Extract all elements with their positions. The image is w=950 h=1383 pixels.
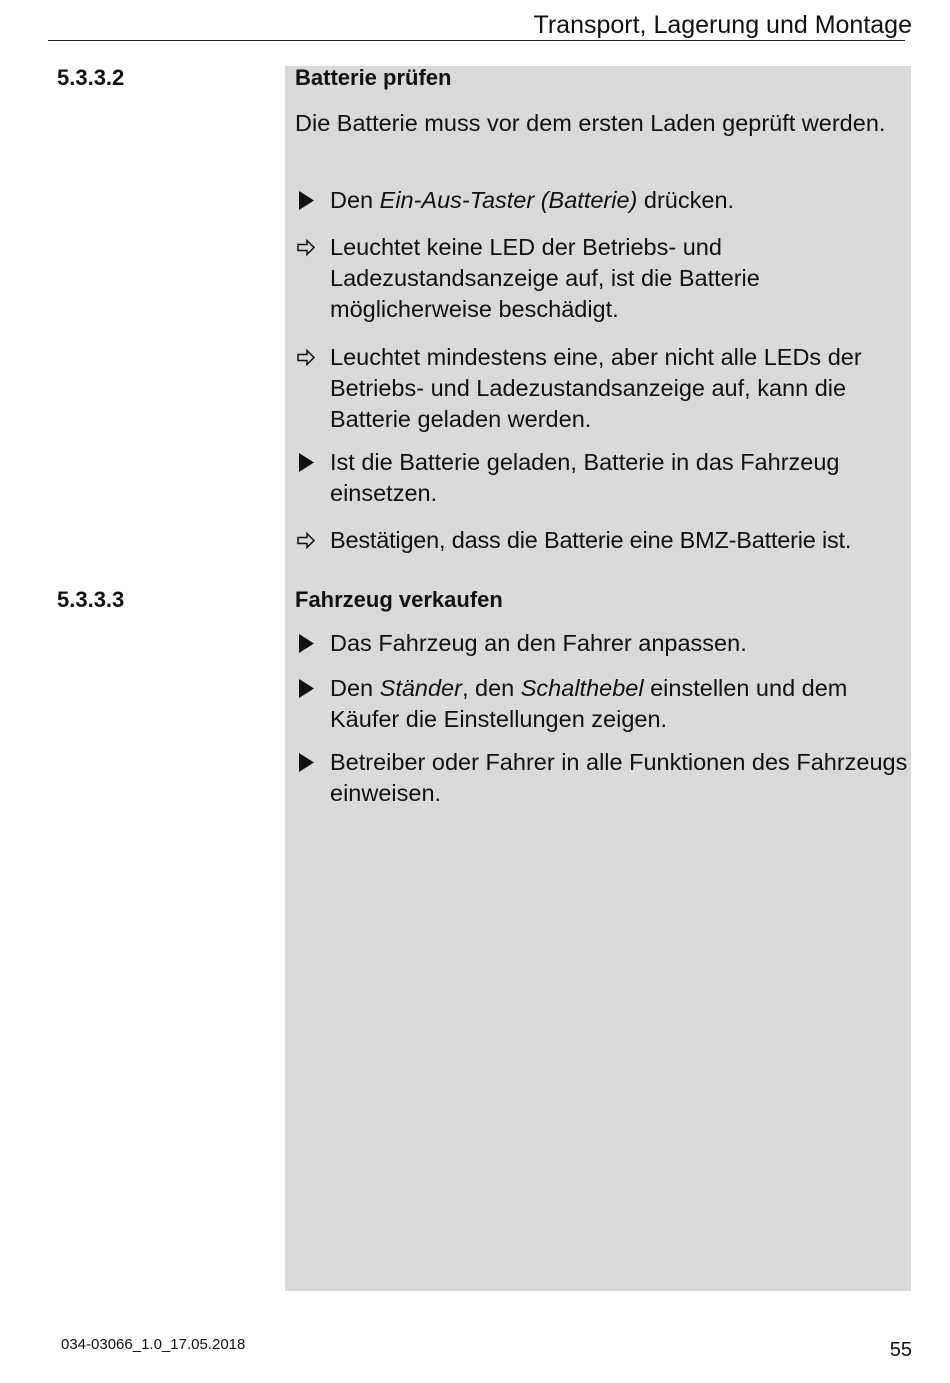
result-step	[295, 525, 911, 556]
action-step	[295, 747, 911, 809]
action-step-text: Ist die Batterie geladen, Batterie in das Fahrzeug einsetzen.	[330, 449, 840, 506]
section-number: 5.3.3.2	[57, 65, 125, 90]
result-step-text: Bestätigen, dass die Batterie eine BMZ-Batterie ist.	[330, 527, 852, 553]
action-step	[295, 447, 911, 509]
section-number: 5.3.3.3	[57, 587, 125, 612]
triangle-bullet-icon	[295, 628, 325, 659]
result-step-text: Leuchtet keine LED der Betriebs- und Ladezustandsanzeige auf, ist die Batterie möglicherweise beschädigt.	[330, 234, 760, 322]
result-step	[295, 342, 911, 435]
outline-arrow-icon	[295, 342, 325, 373]
emphasis-text: Ständer	[379, 675, 462, 701]
header-rule	[48, 40, 905, 41]
triangle-bullet-icon	[295, 747, 325, 778]
result-step-text: Leuchtet mindestens eine, aber nicht alle LEDs der Betriebs- und Ladezustandsanzeige auf, kann die Batterie geladen werden.	[330, 344, 862, 432]
page-number: 55	[889, 1339, 912, 1361]
action-step	[295, 628, 911, 659]
triangle-bullet-icon	[295, 447, 325, 478]
result-step	[295, 232, 911, 325]
action-step-text: Den Ein-Aus-Taster (Batterie) drücken.	[330, 187, 735, 213]
emphasis-text: Schalthebel	[520, 675, 644, 701]
section-title: Batterie prüfen	[295, 65, 452, 90]
action-step-text: Das Fahrzeug an den Fahrer anpassen.	[330, 630, 747, 656]
action-step-text: Betreiber oder Fahrer in alle Funktionen des Fahrzeugs einweisen.	[330, 749, 908, 806]
action-step	[295, 673, 911, 735]
section-title: Fahrzeug verkaufen	[295, 587, 503, 612]
triangle-bullet-icon	[295, 673, 325, 704]
outline-arrow-icon	[295, 525, 325, 556]
action-step-text: Den Ständer, den Schalthebel einstellen und dem Käufer die Einstellungen zeigen.	[330, 675, 848, 732]
page-header-title: Transport, Lagerung und Montage	[533, 11, 912, 39]
triangle-bullet-icon	[295, 185, 325, 216]
section-intro: Die Batterie muss vor dem ersten Laden geprüft werden.	[295, 110, 886, 136]
document-id: 034-03066_1.0_17.05.2018	[61, 1336, 246, 1353]
outline-arrow-icon	[295, 232, 325, 263]
action-step	[295, 185, 911, 216]
emphasis-text: Ein-Aus-Taster (Batterie)	[379, 187, 638, 213]
